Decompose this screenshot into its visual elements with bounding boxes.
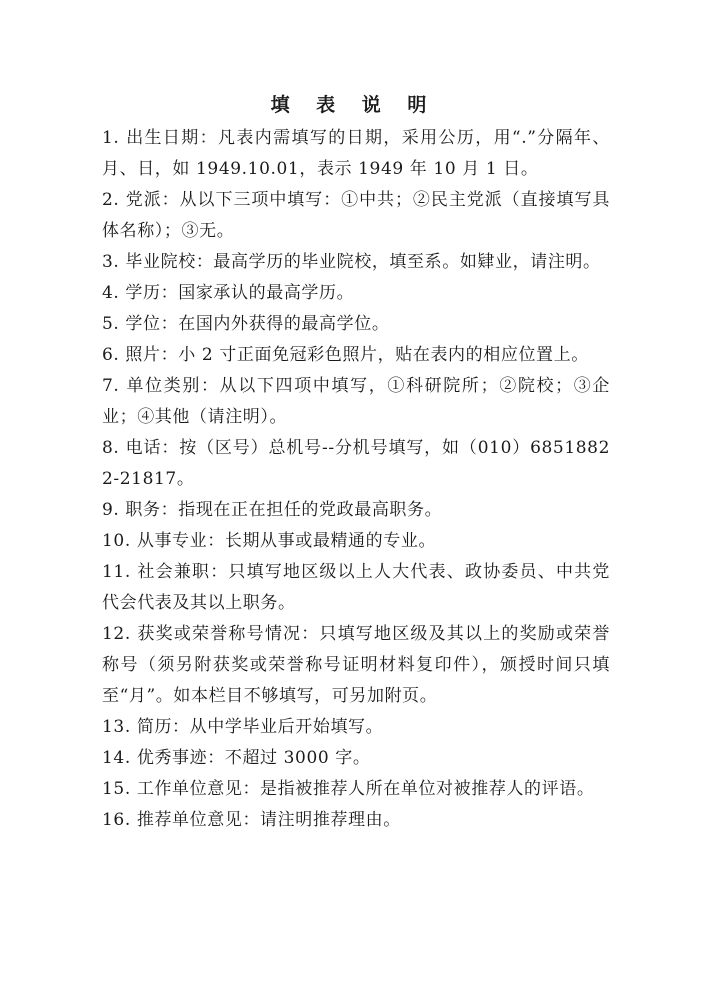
page-title: 填 表 说 明	[270, 94, 437, 116]
instruction-item-12: 12. 获奖或荣誉称号情况：只填写地区级及其以上的奖励或荣誉称号（须另附获奖或荣誉称号证明材料复印件），颁授时间只填至“月”。如本栏目不够填写，可另加附页。	[102, 624, 610, 706]
instruction-item-10: 10. 从事专业：长期从事或最精通的专业。	[102, 531, 437, 551]
instruction-item-4: 4. 学历：国家承认的最高学历。	[102, 283, 355, 303]
instruction-item-3: 3. 毕业院校：最高学历的毕业院校，填至系。如肄业，请注明。	[102, 252, 601, 272]
instruction-item-5: 5. 学位：在国内外获得的最高学位。	[102, 314, 390, 334]
instruction-item-2: 2. 党派：从以下三项中填写：①中共；②民主党派（直接填写具体名称）；③无。	[102, 190, 610, 241]
instruction-item-15: 15. 工作单位意见：是指被推荐人所在单位对被推荐人的评语。	[102, 779, 595, 799]
instruction-item-16: 16. 推荐单位意见：请注明推荐理由。	[102, 810, 401, 830]
instruction-item-14: 14. 优秀事迹：不超过 3000 字。	[102, 748, 371, 768]
instruction-list	[102, 123, 610, 836]
instruction-item-6: 6. 照片：小 2 寸正面免冠彩色照片，贴在表内的相应位置上。	[102, 345, 589, 365]
instruction-item-13: 13. 简历：从中学毕业后开始填写。	[102, 717, 384, 737]
instruction-item-7: 7. 单位类别：从以下四项中填写，①科研院所；②院校；③企业；④其他（请注明）。	[102, 376, 610, 427]
instruction-item-11: 11. 社会兼职：只填写地区级以上人大代表、政协委员、中共党代会代表及其以上职务。	[102, 562, 610, 613]
instruction-item-8: 8. 电话：按（区号）总机号--分机号填写，如（010）68518822-21817。	[102, 438, 610, 489]
instruction-item-1: 1. 出生日期：凡表内需填写的日期，采用公历，用“.”分隔年、月、日，如 1949.10.01，表示 1949 年 10 月 1 日。	[102, 128, 610, 179]
instruction-item-9: 9. 职务：指现在正在担任的党政最高职务。	[102, 500, 443, 520]
